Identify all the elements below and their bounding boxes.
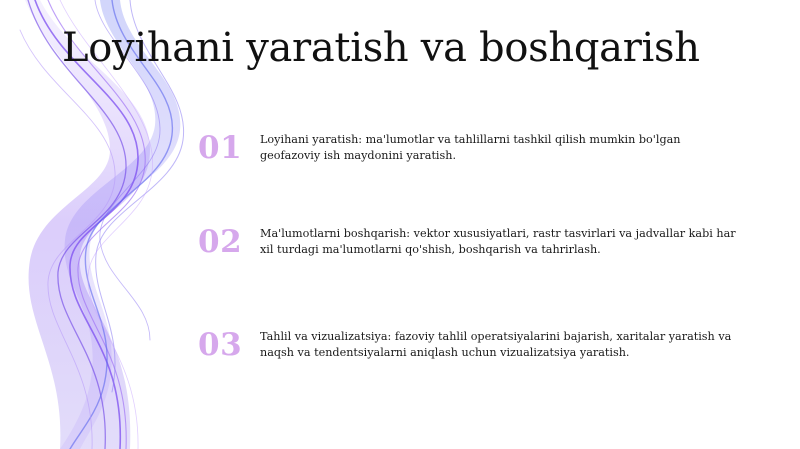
item-text: Ma'lumotlarni boshqarish: vektor xususiyatlari, rastr tasvirlari va jadvallar kabi har xil turdagi ma'lumotlarni qo'shish, boshqarish va tahrirlash.	[260, 227, 736, 256]
list-item	[196, 128, 756, 188]
item-number: 03	[198, 327, 243, 363]
list-item	[196, 325, 756, 385]
item-number: 02	[198, 224, 243, 260]
item-text: Tahlil va vizualizatsiya: fazoviy tahlil operatsiyalarini bajarish, xaritalar yaratish va naqsh va tendentsiyalarni aniqlash uchun vizualizatsiya yaratish.	[260, 330, 732, 359]
item-text: Loyihani yaratish: ma'lumotlar va tahlillarni tashkil qilish mumkin bo'lgan geofazoviy ish maydonini yaratish.	[260, 133, 681, 162]
item-number: 01	[198, 130, 243, 166]
list-item	[196, 222, 756, 282]
slide-title: Loyihani yaratish va boshqarish	[62, 25, 700, 71]
